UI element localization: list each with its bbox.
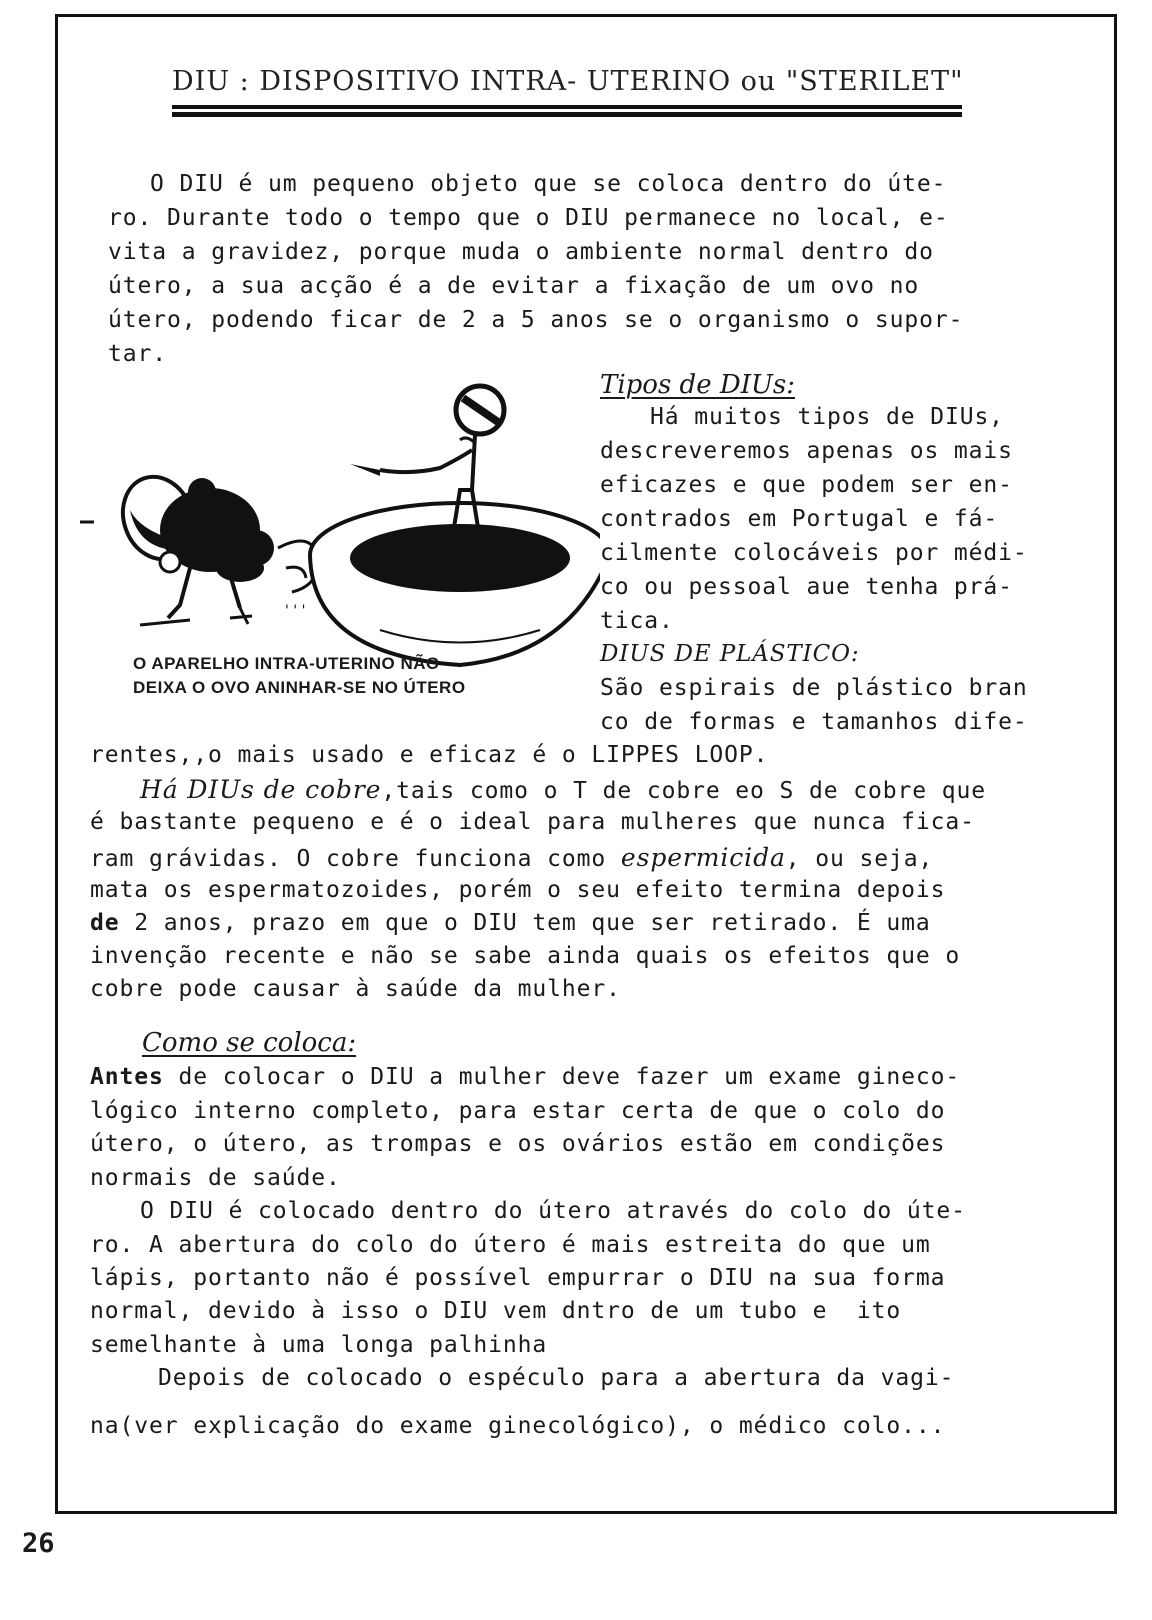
page-title: DIU : DISPOSITIVO INTRA- UTERINO ou "STERILET" — [172, 66, 964, 97]
cobre-line3-end: , ou seja, — [785, 846, 934, 872]
cobre-line-2: é bastante pequeno e é o ideal para mulheres que nunca fica- — [90, 809, 975, 835]
como-line-11: na(ver explicação do exame ginecológico), o médico colo... — [90, 1413, 946, 1439]
plastico-line-3: rentes,,o mais usado e eficaz é o LIPPES LOOP. — [90, 742, 769, 768]
title-rule-bottom — [172, 112, 962, 117]
cobre-line-4: mata os espermatozoides, porém o seu efeito termina depois — [90, 877, 946, 903]
como-line-6: ro. A abertura do colo do útero é mais estreita do que um — [90, 1232, 931, 1258]
intro-line-2: ro. Durante todo o tempo que o DIU permanece no local, e- — [108, 205, 949, 231]
cobre-espermicida: espermicida — [620, 843, 786, 872]
svg-text:' ' ': ' ' ' — [285, 603, 306, 619]
cobre-line5-rest: 2 anos, prazo em que o DIU tem que ser retirado. É uma — [119, 910, 931, 936]
cobre-lead-rest: ,tais como o T de cobre eo S de cobre que — [381, 778, 987, 804]
cobre-line-7: cobre pode causar à saúde da mulher. — [90, 976, 621, 1002]
como-line-7: lápis, portanto não é possível empurrar o DIU na sua forma — [90, 1265, 946, 1291]
como-line-4: normais de saúde. — [90, 1165, 341, 1191]
intro-line-4: útero, a sua acção é a de evitar a fixação de um ovo no — [108, 273, 920, 299]
page-number: 26 — [22, 1528, 55, 1559]
intro-line-1: O DIU é um pequeno objeto que se coloca dentro do úte- — [150, 171, 947, 197]
como-line1-bold: Antes — [90, 1064, 164, 1090]
tipos-line-3: eficazes e que podem ser en- — [600, 472, 1013, 498]
illustration-caption-line-2: DEIXA O OVO ANINHAR-SE NO ÚTERO — [133, 678, 466, 697]
plastico-line-1: São espirais de plástico bran — [600, 675, 1028, 701]
intro-line-5: útero, podendo ficar de 2 a 5 anos se o organismo o supor- — [108, 307, 964, 333]
como-line-1 — [90, 1066, 960, 1089]
plastico-heading: DIUS DE PLÁSTICO: — [600, 641, 860, 667]
tipos-line-6: co ou pessoal aue tenha prá- — [600, 574, 1013, 600]
tipos-line-4: contrados em Portugal e fá- — [600, 506, 999, 532]
como-line-3: útero, o útero, as trompas e os ovários estão em condições — [90, 1131, 946, 1157]
intro-line-6: tar. — [108, 341, 167, 367]
como-line-10: Depois de colocado o espéculo para a abertura da vagi- — [158, 1365, 955, 1391]
tipos-line-7: tica. — [600, 608, 674, 634]
cobre-line-3 — [90, 845, 933, 871]
cobre-line-1 — [140, 777, 986, 803]
illustration-caption-line-1: O APARELHO INTRA-UTERINO NÃO — [133, 654, 440, 673]
como-line-9: semelhante à uma longa palhinha — [90, 1332, 548, 1358]
cobre-line5-bold: de — [90, 910, 120, 936]
cobre-lead-script: Há DIUs de cobre — [140, 775, 382, 804]
tipos-line-1: Há muitos tipos de DIUs, — [650, 404, 1004, 430]
como-heading: Como se coloca: — [142, 1028, 357, 1058]
como-line-2: lógico interno completo, para estar certa de que o colo do — [90, 1098, 946, 1124]
title-rule-top — [172, 105, 962, 109]
como-line-8: normal, devido à isso o DIU vem dntro de um tubo e ito — [90, 1298, 902, 1324]
tipos-line-5: cilmente colocáveis por médi- — [600, 540, 1028, 566]
cobre-line-6: invenção recente e não se sabe ainda quais os efeitos que o — [90, 943, 961, 969]
como-line1-rest: de colocar o DIU a mulher deve fazer um exame gineco- — [163, 1064, 961, 1090]
tipos-heading: Tipos de DIUs: — [600, 370, 795, 400]
tipos-line-2: descreveremos apenas os mais — [600, 438, 1013, 464]
plastico-line-2: co de formas e tamanhos dife- — [600, 709, 1028, 735]
cobre-line-5 — [90, 912, 931, 935]
intro-line-3: vita a gravidez, porque muda o ambiente normal dentro do — [108, 239, 934, 265]
como-line-5: O DIU é colocado dentro do útero através do colo do úte- — [140, 1198, 966, 1224]
cartoon-illustration — [80, 380, 600, 680]
cobre-line3-start: ram grávidas. O cobre funciona como — [90, 846, 621, 872]
